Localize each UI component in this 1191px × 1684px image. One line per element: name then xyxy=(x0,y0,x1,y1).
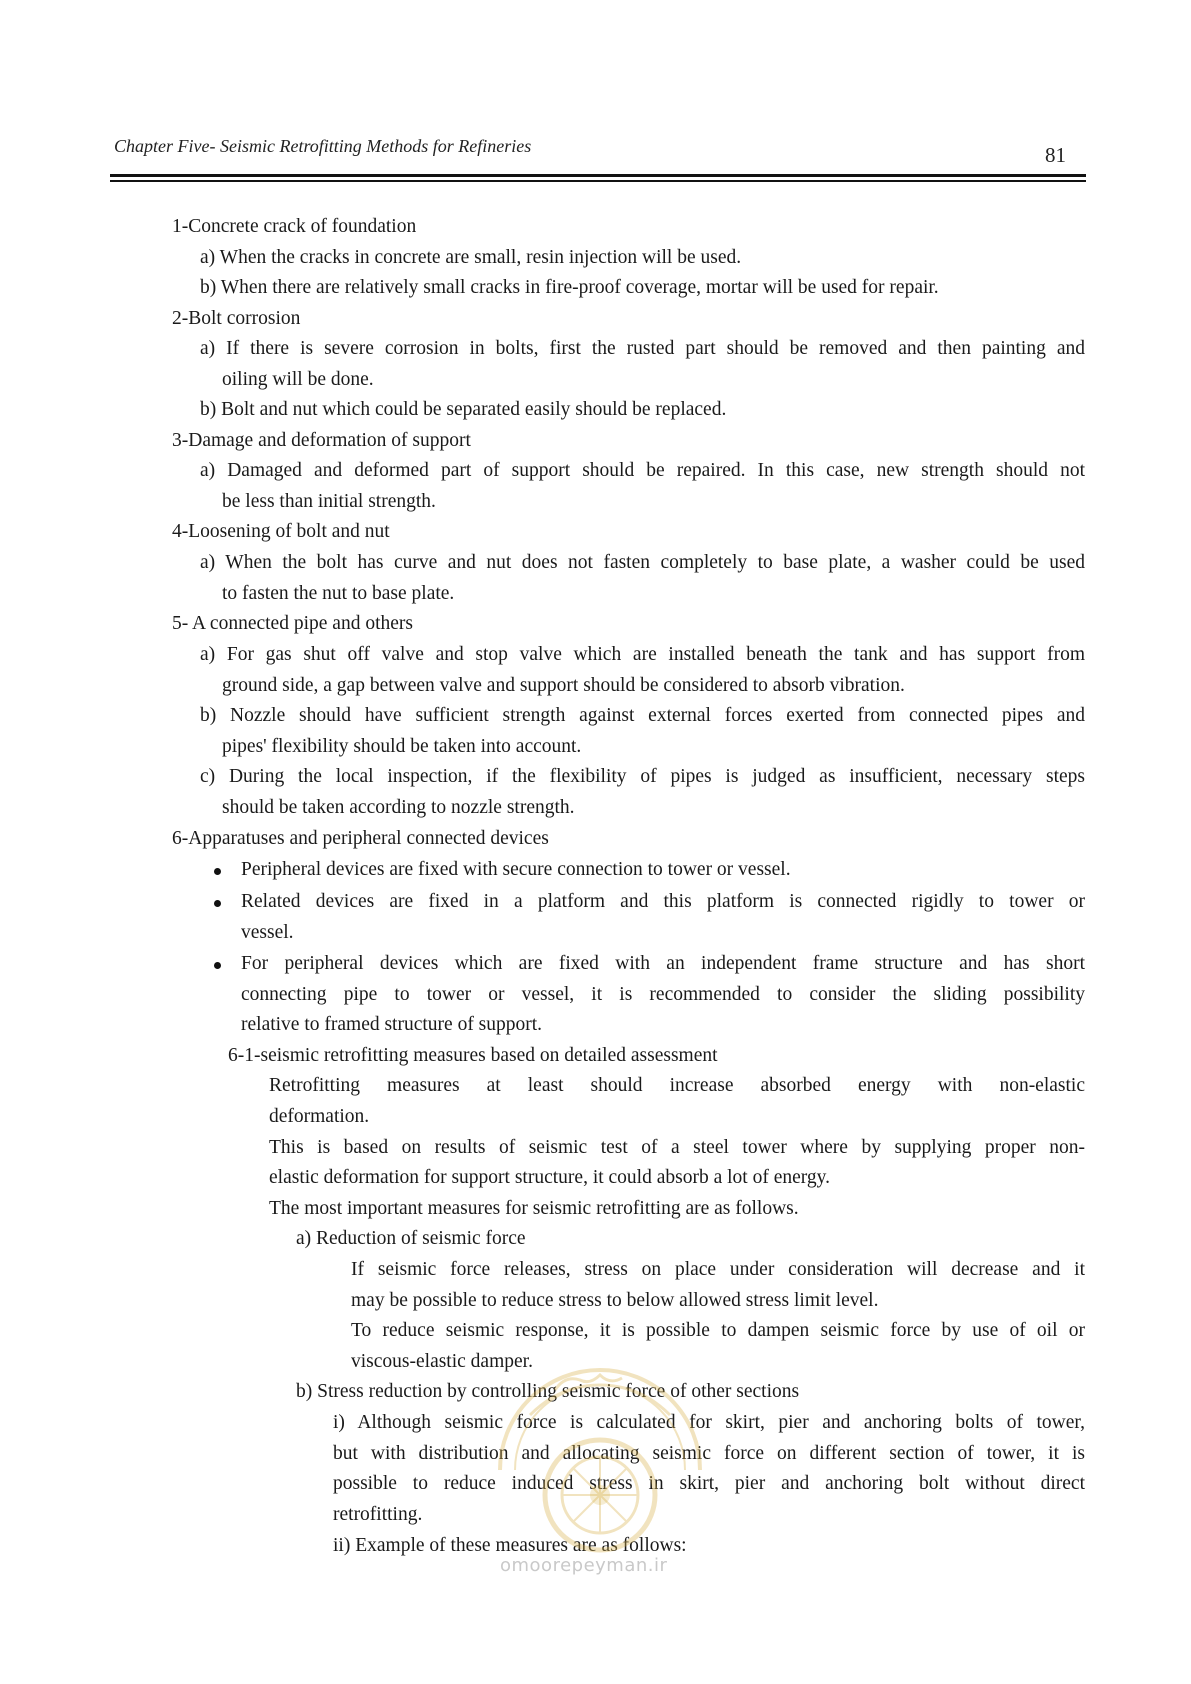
bullet-item: Related devices are fixed in a platform and this platform is connected rigidly to tower or xyxy=(241,891,1085,912)
section-heading-2: 2-Bolt corrosion xyxy=(172,308,301,329)
list-item: b) When there are relatively small cracks in fire-proof coverage, mortar will be used for repair. xyxy=(200,277,939,298)
measure-heading-a: a) Reduction of seismic force xyxy=(296,1228,526,1249)
bullet-item-continuation: connecting pipe to tower or vessel, it is recommended to consider the sliding possibility xyxy=(241,984,1085,1005)
paragraph-line: may be possible to reduce stress to below allowed stress limit level. xyxy=(351,1290,879,1311)
section-heading-6: 6-Apparatuses and peripheral connected devices xyxy=(172,828,549,849)
paragraph-line: If seismic force releases, stress on place under consideration will decrease and it xyxy=(351,1259,1085,1280)
paragraph-line: but with distribution and allocating seismic force on different section of tower, it is xyxy=(333,1443,1085,1464)
bullet-icon xyxy=(214,900,221,907)
paragraph-line: elastic deformation for support structure, it could absorb a lot of energy. xyxy=(269,1167,831,1188)
section-heading-3: 3-Damage and deformation of support xyxy=(172,430,471,451)
bullet-item-continuation: vessel. xyxy=(241,922,294,943)
section-heading-4: 4-Loosening of bolt and nut xyxy=(172,521,390,542)
paragraph-line: ii) Example of these measures are as follows: xyxy=(333,1535,687,1556)
list-item: a) For gas shut off valve and stop valve which are installed beneath the tank and has support from xyxy=(200,644,1085,665)
page-number: 81 xyxy=(1045,143,1066,167)
list-item-continuation: to fasten the nut to base plate. xyxy=(222,583,455,604)
paragraph-line: deformation. xyxy=(269,1106,370,1127)
paragraph-line: i) Although seismic force is calculated for skirt, pier and anchoring bolts of tower, xyxy=(333,1412,1085,1433)
subsection-heading-6-1: 6-1-seismic retrofitting measures based on detailed assessment xyxy=(228,1045,718,1066)
list-item: a) When the cracks in concrete are small, resin injection will be used. xyxy=(200,247,742,268)
running-header-title: Chapter Five- Seismic Retrofitting Methods for Refineries xyxy=(114,136,532,156)
list-item: a) When the bolt has curve and nut does not fasten completely to base plate, a washer could be used xyxy=(200,552,1085,573)
paragraph-line: possible to reduce induced stress in skirt, pier and anchoring bolt without direct xyxy=(333,1473,1085,1494)
list-item: a) Damaged and deformed part of support should be repaired. In this case, new strength should not xyxy=(200,460,1085,481)
section-heading-5: 5- A connected pipe and others xyxy=(172,613,413,634)
header-rule-thin xyxy=(110,180,1086,182)
bullet-item-continuation: relative to framed structure of support. xyxy=(241,1014,543,1035)
bullet-item: Peripheral devices are fixed with secure connection to tower or vessel. xyxy=(241,859,791,880)
paragraph-line: viscous-elastic damper. xyxy=(351,1351,533,1372)
list-item-continuation: be less than initial strength. xyxy=(222,491,436,512)
bullet-icon xyxy=(214,868,221,875)
paragraph-line: To reduce seismic response, it is possible to dampen seismic force by use of oil or xyxy=(351,1320,1085,1341)
paragraph-line: This is based on results of seismic test of a steel tower where by supplying proper non- xyxy=(269,1137,1085,1158)
list-item: b) Nozzle should have sufficient strength against external forces exerted from connected pipes and xyxy=(200,705,1085,726)
list-item: a) If there is severe corrosion in bolts, first the rusted part should be removed and then painting and xyxy=(200,338,1085,359)
measure-heading-b: b) Stress reduction by controlling seismic force of other sections xyxy=(296,1381,800,1402)
list-item: b) Bolt and nut which could be separated easily should be replaced. xyxy=(200,399,727,420)
watermark-text: omoorepeyman.ir xyxy=(500,1555,668,1576)
bullet-item: For peripheral devices which are fixed with an independent frame structure and has short xyxy=(241,953,1085,974)
list-item-continuation: oiling will be done. xyxy=(222,369,374,390)
paragraph-line: The most important measures for seismic retrofitting are as follows. xyxy=(269,1198,799,1219)
list-item-continuation: pipes' flexibility should be taken into account. xyxy=(222,736,582,757)
list-item-continuation: ground side, a gap between valve and support should be considered to absorb vibration. xyxy=(222,675,905,696)
header-rule-thick xyxy=(110,174,1086,177)
list-item: c) During the local inspection, if the flexibility of pipes is judged as insufficient, necessary steps xyxy=(200,766,1085,787)
list-item-continuation: should be taken according to nozzle strength. xyxy=(222,797,575,818)
section-heading-1: 1-Concrete crack of foundation xyxy=(172,216,417,237)
paragraph-line: retrofitting. xyxy=(333,1504,423,1525)
paragraph-line: Retrofitting measures at least should increase absorbed energy with non-elastic xyxy=(269,1075,1085,1096)
bullet-icon xyxy=(214,962,221,969)
